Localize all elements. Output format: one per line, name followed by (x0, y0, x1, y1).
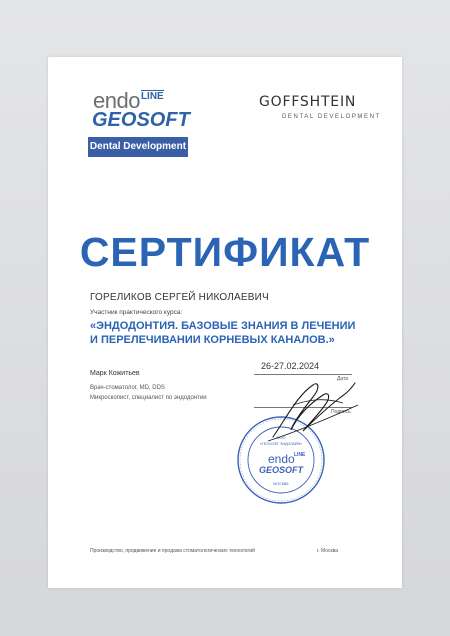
course-title-line2: И ПЕРЕЛЕЧИВАНИИ КОРНЕВЫХ КАНАЛОВ.» (90, 334, 335, 346)
goffshtein-subtitle: DENTAL DEVELOPMENT (282, 114, 381, 120)
course-date: 26-27.02.2024 (261, 361, 320, 371)
course-title-line1: «ЭНДОДОНТИЯ. БАЗОВЫЕ ЗНАНИЯ В ЛЕЧЕНИИ (90, 320, 356, 332)
certificate-sheet (48, 57, 402, 588)
stamp-center-top: ООО (276, 435, 286, 440)
lecturer-title-2: Микроскопист, специалист по эндодонтии (90, 395, 207, 401)
stamp-city: МОСКВА (273, 482, 289, 486)
recipient-name: ГОРЕЛИКОВ СЕРГЕЙ НИКОЛАЕВИЧ (90, 292, 269, 303)
lecturer-name: Марк Кожитьев (90, 370, 140, 377)
geosoft-logo: GEOSOFT (92, 109, 190, 131)
stamp-endo: endo (268, 452, 295, 466)
course-title (90, 319, 390, 347)
footer-tagline: Производство, продвижение и продажа стоматологических технологий (90, 548, 255, 554)
dental-development-badge: Dental Development (88, 137, 188, 157)
handwritten-signature (263, 375, 363, 445)
participant-label: Участник практического курса: (90, 309, 183, 316)
stamp-center-name: «ГЕОСОФТ ЭНДОЛАЙН» (259, 442, 303, 446)
signature-label: Подпись (331, 409, 351, 415)
stamp-geosoft: GEOSOFT (258, 465, 304, 475)
logo-endo-text: endo (93, 88, 140, 113)
logo-line-text: LINE (140, 91, 164, 102)
date-label: Дата (337, 376, 349, 382)
certificate-title: СЕРТИФИКАТ (79, 229, 371, 275)
footer-city: г. Москва (317, 548, 339, 554)
lecturer-title-1: Врач-стоматолог, MD, DDS (90, 385, 165, 391)
goffshtein-logo: GOFFSHTEIN (259, 94, 357, 110)
stamp-line: LINE (294, 452, 306, 458)
